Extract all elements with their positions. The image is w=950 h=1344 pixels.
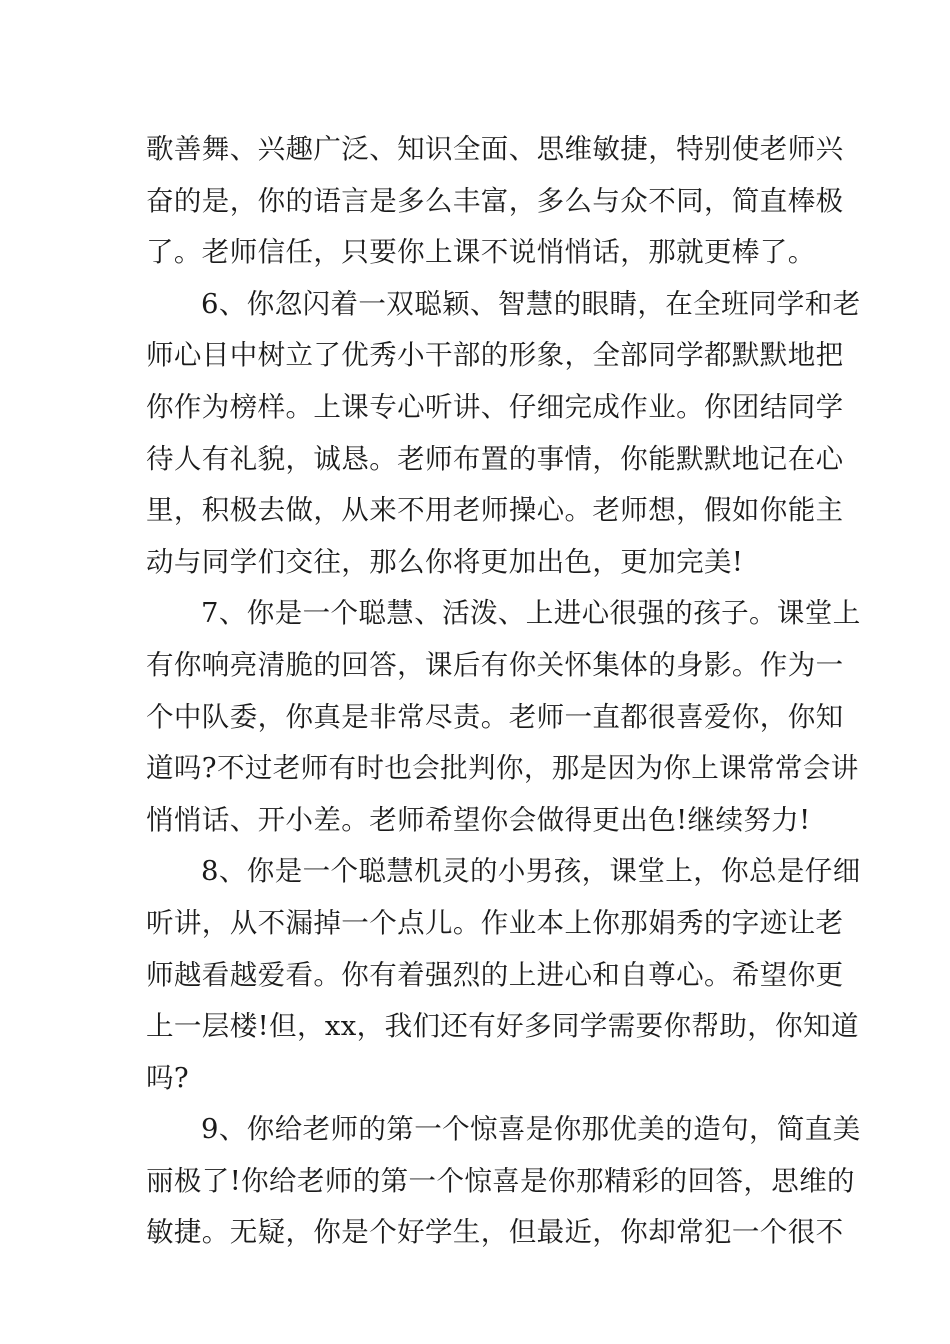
text-line: 师心目中树立了优秀小干部的形象，全部同学都默默地把 [146, 339, 844, 372]
text-line: 8、你是一个聪慧机灵的小男孩，课堂上，你总是仔细 [201, 855, 861, 888]
text-line: 师越看越爱看。你有着强烈的上进心和自尊心。希望你更 [146, 958, 844, 991]
paragraph-3 [146, 588, 861, 846]
text-line: 6、你忽闪着一双聪颖、智慧的眼睛，在全班同学和老 [201, 287, 861, 320]
text-line: 9、你给老师的第一个惊喜是你那优美的造句，简直美 [201, 1113, 861, 1146]
text-line: 上一层楼!但，xx，我们还有好多同学需要你帮助，你知道 [146, 1010, 859, 1043]
text-line: 待人有礼貌，诚恳。老师布置的事情，你能默默地记在心 [146, 442, 844, 475]
text-line: 奋的是，你的语言是多么丰富，多么与众不同，简直棒极 [146, 184, 844, 217]
text-line: 悄悄话、开小差。老师希望你会做得更出色!继续努力! [146, 803, 811, 836]
text-line: 道吗?不过老师有时也会批判你，那是因为你上课常常会讲 [146, 752, 859, 785]
text-line: 里，积极去做，从来不用老师操心。老师想，假如你能主 [146, 494, 844, 527]
text-line: 有你响亮清脆的回答，课后有你关怀集体的身影。作为一 [146, 648, 844, 681]
text-line: 你作为榜样。上课专心听讲、仔细完成作业。你团结同学 [146, 390, 844, 423]
paragraph-2 [146, 279, 861, 589]
text-line: 歌善舞、兴趣广泛、知识全面、思维敏捷，特别使老师兴 [146, 133, 844, 165]
text-line: 动与同学们交往，那么你将更加出色，更加完美! [146, 545, 744, 578]
text-line: 了。老师信任，只要你上课不说悄悄话，那就更棒了。 [146, 236, 816, 269]
paragraph-5 [146, 1104, 861, 1259]
text-line: 7、你是一个聪慧、活泼、上进心很强的孩子。课堂上 [201, 597, 861, 630]
text-line: 听讲，从不漏掉一个点儿。作业本上你那娟秀的字迹让老 [146, 906, 844, 939]
paragraph-4 [146, 846, 861, 1104]
text-line: 吗? [146, 1061, 190, 1094]
document-body [146, 124, 861, 1259]
text-line: 丽极了!你给老师的第一个惊喜是你那精彩的回答，思维的 [146, 1164, 855, 1197]
text-line: 个中队委，你真是非常尽责。老师一直都很喜爱你，你知 [146, 700, 844, 733]
text-line: 敏捷。无疑，你是个好学生，但最近，你却常犯一个很不 [146, 1216, 844, 1249]
paragraph-1 [146, 124, 844, 279]
